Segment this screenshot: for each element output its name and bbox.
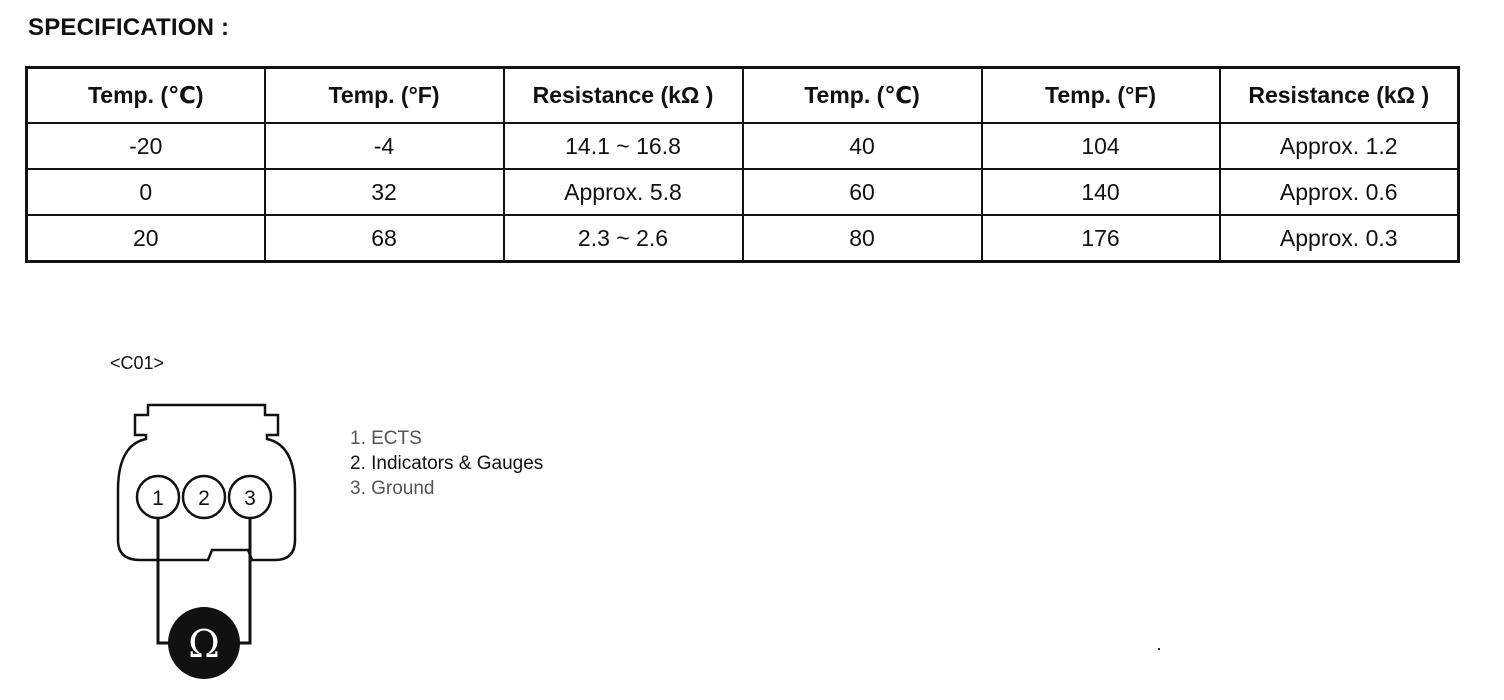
specification-table — [25, 66, 1460, 263]
table-cell: Approx. 0.3 — [1220, 215, 1459, 262]
connector-pins — [137, 476, 271, 518]
scan-speck — [1158, 648, 1160, 650]
connector-diagram — [100, 395, 320, 685]
table-cell: 176 — [982, 215, 1220, 262]
ohmmeter-symbol: Ω — [188, 622, 220, 666]
header-resistance-2: Resistance (kΩ ) — [1220, 68, 1459, 124]
header-temp-c-2: Temp. (℃) — [743, 68, 982, 124]
table-row — [27, 169, 1459, 215]
pin-legend-item: 2. Indicators & Gauges — [350, 453, 544, 474]
connector-label: <C01> — [110, 353, 165, 373]
table-row — [27, 123, 1459, 169]
header-resistance-1: Resistance (kΩ ) — [504, 68, 743, 124]
table-cell: 20 — [27, 215, 265, 262]
table-header-row — [27, 68, 1459, 124]
header-temp-f-2: Temp. (°F) — [982, 68, 1220, 124]
page-title: SPECIFICATION : — [28, 14, 230, 41]
table-cell: 68 — [265, 215, 504, 262]
table-cell: 104 — [982, 123, 1220, 169]
table-cell: 60 — [743, 169, 982, 215]
pin-legend-item: 3. Ground — [350, 478, 435, 499]
table-cell: Approx. 5.8 — [504, 169, 743, 215]
pin-label-1: 1 — [152, 487, 164, 510]
pin-label-3: 3 — [244, 487, 256, 510]
pin-legend — [350, 426, 543, 501]
table-row — [27, 215, 1459, 262]
pin-legend-item: 1. ECTS — [350, 428, 422, 449]
table-cell: 32 — [265, 169, 504, 215]
pin-label-2: 2 — [198, 487, 210, 510]
header-temp-c-1: Temp. (℃) — [27, 68, 265, 124]
table-cell: 14.1 ~ 16.8 — [504, 123, 743, 169]
table-cell: 2.3 ~ 2.6 — [504, 215, 743, 262]
table-cell: 140 — [982, 169, 1220, 215]
table-cell: -20 — [27, 123, 265, 169]
table-cell: Approx. 1.2 — [1220, 123, 1459, 169]
table-cell: 0 — [27, 169, 265, 215]
table-cell: -4 — [265, 123, 504, 169]
table-cell: Approx. 0.6 — [1220, 169, 1459, 215]
header-temp-f-1: Temp. (°F) — [265, 68, 504, 124]
table-cell: 40 — [743, 123, 982, 169]
table-cell: 80 — [743, 215, 982, 262]
